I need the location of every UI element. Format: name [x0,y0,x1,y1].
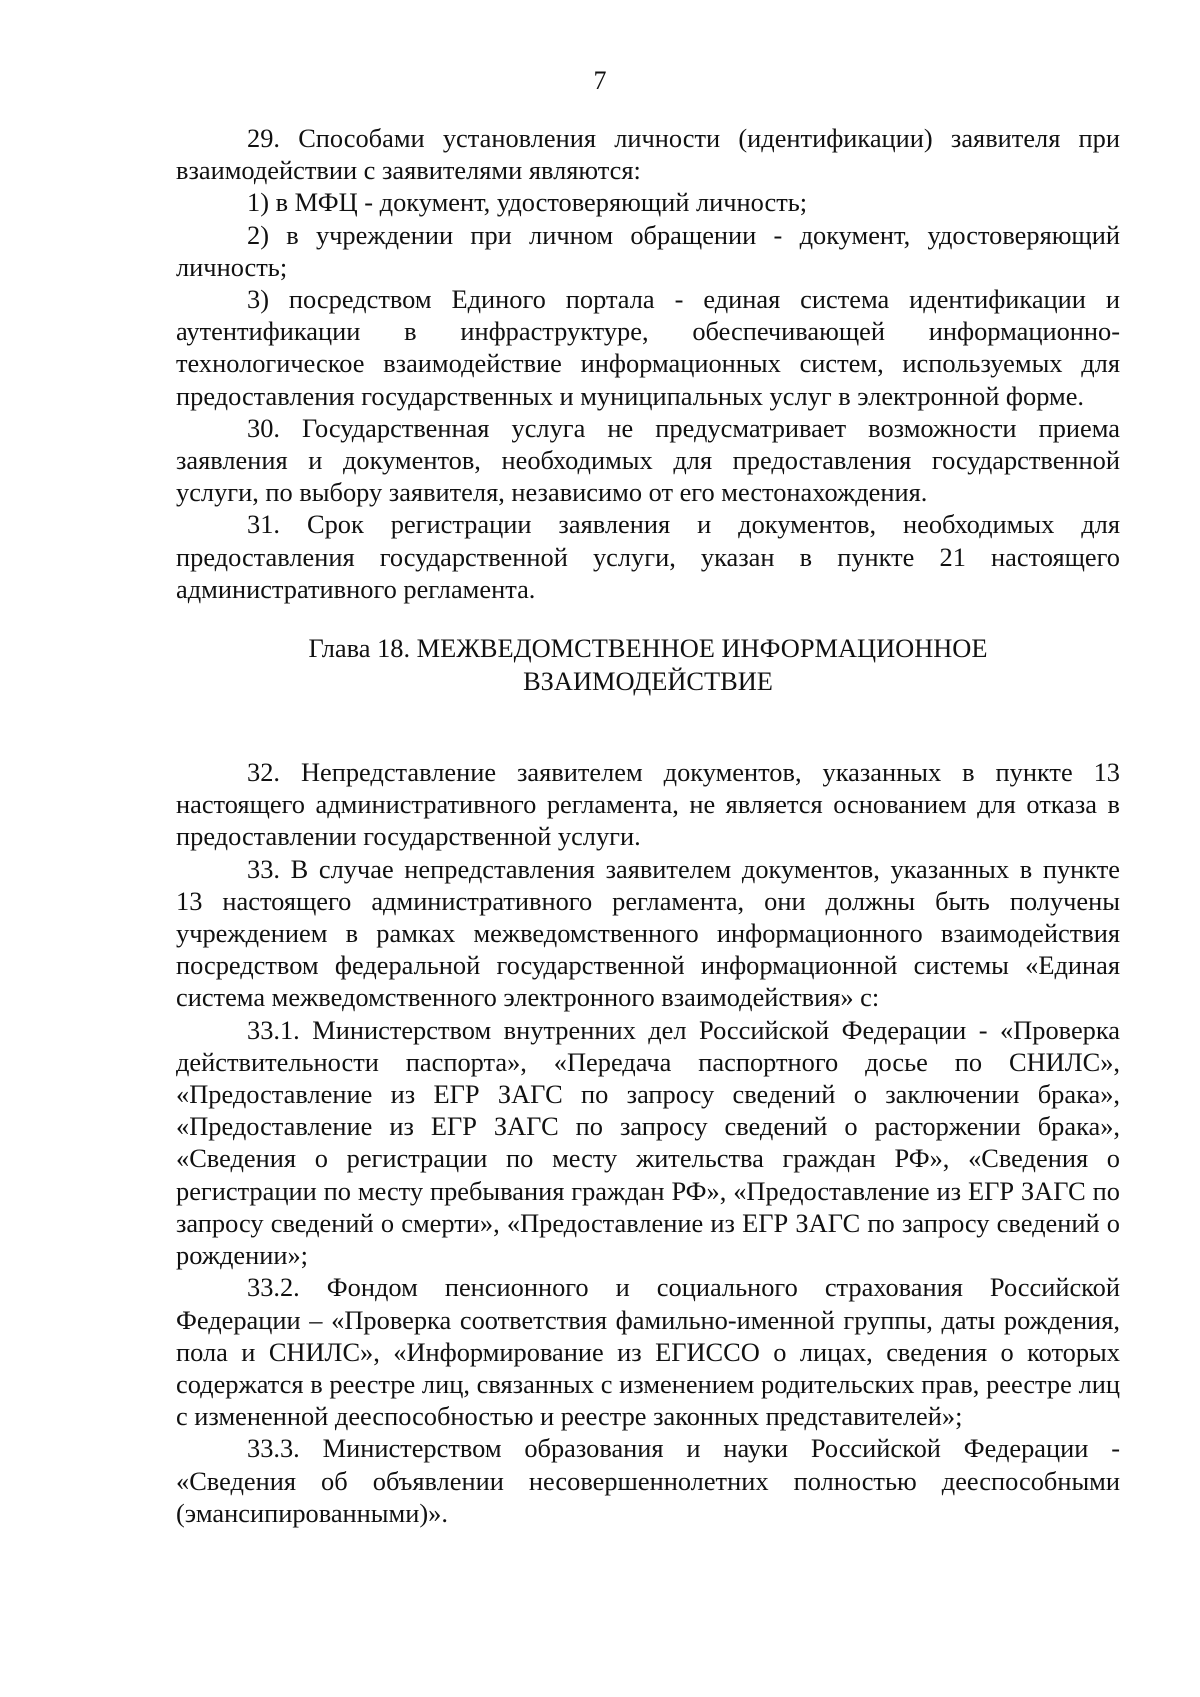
paragraph-33: 33. В случае непредставления заявителем документов, указанных в пункте 13 настоящего административного регламента, они должны быть получены учреждением в рамках межведомственного информационного взаимодействия посредством федеральной государственной информационной системы «Единая система межведомственного электронного взаимодействия» с: [176,853,1120,1013]
paragraph-32: 32. Непредставление заявителем документов, указанных в пункте 13 настоящего административного регламента, не является основанием для отказа в предоставлении государственной услуги. [176,757,1120,852]
paragraph-33-2: 33.2. Фондом пенсионного и социального страхования Российской Федерации – «Проверка соответствия фамильно-именной группы, даты рождения, пола и СНИЛС», «Информирование из ЕГИССО о лицах, сведения о которых содержатся в реестре лиц, связанных с изменением родительских прав, реестре лиц с измененной дееспособностью и реестре законных представителей»; [176,1272,1120,1432]
paragraph-33-3: 33.3. Министерством образования и науки Российской Федерации - «Сведения об объявлении несовершеннолетних полностью дееспособными (эмансипированными)». [176,1433,1120,1528]
paragraph-29-item-1: 1) в МФЦ - документ, удостоверяющий личность; [247,187,808,218]
paragraph-31: 31. Срок регистрации заявления и документов, необходимых для предоставления государственной услуги, указан в пункте 21 настоящего административного регламента. [176,509,1120,604]
paragraph-33-1: 33.1. Министерством внутренних дел Российской Федерации - «Проверка действительности паспорта», «Передача паспортного досье по СНИЛС», «Предоставление из ЕГР ЗАГС по запросу сведений о заключении брака», «Предоставление из ЕГР ЗАГС по запросу сведений о расторжении брака», «Сведения о регистрации по месту жительства граждан РФ», «Сведения о регистрации по месту пребывания граждан РФ», «Предоставление из ЕГР ЗАГС по запросу сведений о смерти», «Предоставление из ЕГР ЗАГС по запросу сведений о рождении»; [176,1014,1120,1271]
paragraph-29-item-3: 3) посредством Единого портала - единая система идентификации и аутентификации в инфраструктуре, обеспечивающей информационно-технологическое взаимодействие информационных систем, используемых для предоставления государственных и муниципальных услуг в электронной форме. [176,284,1120,411]
paragraph-30: 30. Государственная услуга не предусматривает возможности приема заявления и документов, необходимых для предоставления государственной услуги, по выбору заявителя, независимо от его местонахождения. [176,412,1120,508]
chapter-heading-line-2: ВЗАИМОДЕЙСТВИЕ [523,666,773,697]
paragraph-29-item-2: 2) в учреждении при личном обращении - документ, удостоверяющий личность; [176,219,1120,282]
document-body [176,122,1120,1529]
page-number: 7 [593,66,607,95]
chapter-heading-line-1: Глава 18. МЕЖВЕДОМСТВЕННОЕ ИНФОРМАЦИОННОЕ [308,633,988,664]
paragraph-29: 29. Способами установления личности (идентификации) заявителя при взаимодействии с заявителями являются: [176,123,1120,186]
chapter-heading [176,632,1120,698]
